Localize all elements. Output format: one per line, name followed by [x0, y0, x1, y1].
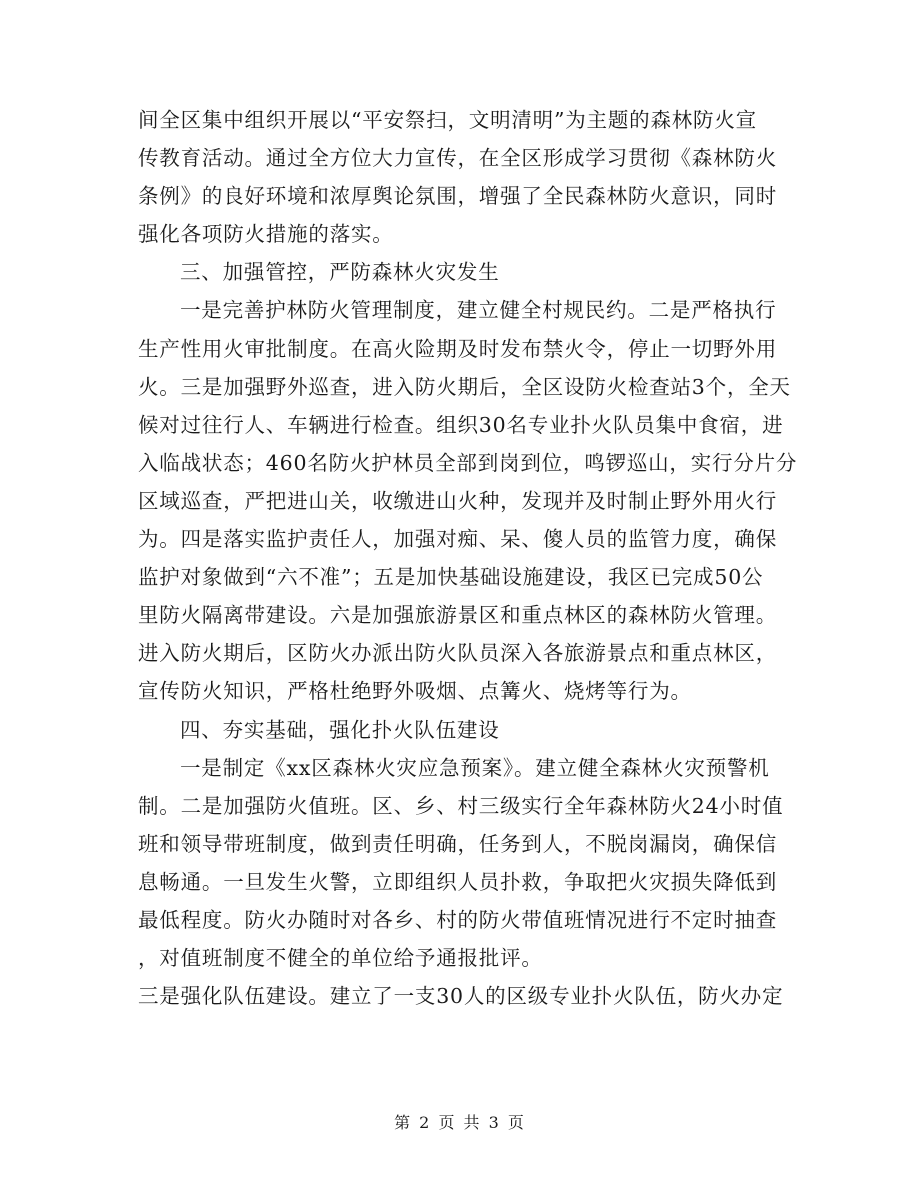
section-heading: 四、夯实基础，强化扑火队伍建设: [180, 717, 500, 742]
text-line: 一是完善护林防火管理制度，建立健全村规民约。二是严格执行: [180, 298, 777, 323]
text-line: 生产性用火审批制度。在高火险期及时发布禁火令，停止一切野外用: [138, 336, 777, 361]
text-line: 入临战状态；460名防火护林员全部到岗到位，鸣锣巡山，实行分片分: [138, 450, 798, 475]
text-line: 强化各项防火措施的落实。: [138, 222, 394, 247]
text-line: 进入防火期后，区防火办派出防火队员深入各旅游景点和重点林区，: [138, 641, 777, 666]
text-line: 最低程度。防火办随时对各乡、村的防火带值班情况进行不定时抽查: [138, 907, 777, 932]
page-footer: [0, 1110, 920, 1133]
text-line: 候对过往行人、车辆进行检查。组织30名专业扑火队员集中食宿，进: [138, 412, 784, 437]
text-line: 宣传防火知识，严格杜绝野外吸烟、点篝火、烧烤等行为。: [138, 679, 692, 704]
text-line: 传教育活动。通过全方位大力宣传，在全区形成学习贯彻《森林防火: [138, 146, 777, 171]
text-line: 监护对象做到“六不准”；五是加快基础设施建设，我区已完成50公: [138, 565, 764, 590]
text-line: 条例》的良好环境和浓厚舆论氛围，增强了全民森林防火意识，同时: [138, 184, 777, 209]
page-number: 第 2 页 共 3 页: [394, 1113, 526, 1132]
text-line: ，对值班制度不健全的单位给予通报批评。: [138, 946, 543, 971]
text-line: 息畅通。一旦发生火警，立即组织人员扑救，争取把火灾损失降低到: [138, 869, 777, 894]
text-line: 间全区集中组织开展以“平安祭扫，文明清明”为主题的森林防火宣: [138, 108, 757, 132]
document-body: [138, 101, 798, 1015]
text-line: 制。二是加强防火值班。区、乡、村三级实行全年森林防火24小时值: [138, 793, 784, 818]
text-line: 区域巡查，严把进山关，收缴进山火种，发现并及时制止野外用火行: [138, 488, 777, 513]
text-line: 为。四是落实监护责任人，加强对痴、呆、傻人员的监管力度，确保: [138, 527, 777, 552]
section-heading: 三、加强管控，严防森林火灾发生: [180, 260, 500, 285]
text-line: 班和领导带班制度，做到责任明确，任务到人，不脱岗漏岗，确保信: [138, 831, 777, 856]
text-line: 三是强化队伍建设。建立了一支30人的区级专业扑火队伍，防火办定: [138, 984, 784, 1009]
text-line: 里防火隔离带建设。六是加强旅游景区和重点林区的森林防火管理。: [138, 603, 777, 628]
text-line: 火。三是加强野外巡查，进入防火期后，全区设防火检查站3个，全天: [138, 374, 791, 399]
text-line: 一是制定《xx区森林火灾应急预案》。建立健全森林火灾预警机: [180, 755, 770, 780]
